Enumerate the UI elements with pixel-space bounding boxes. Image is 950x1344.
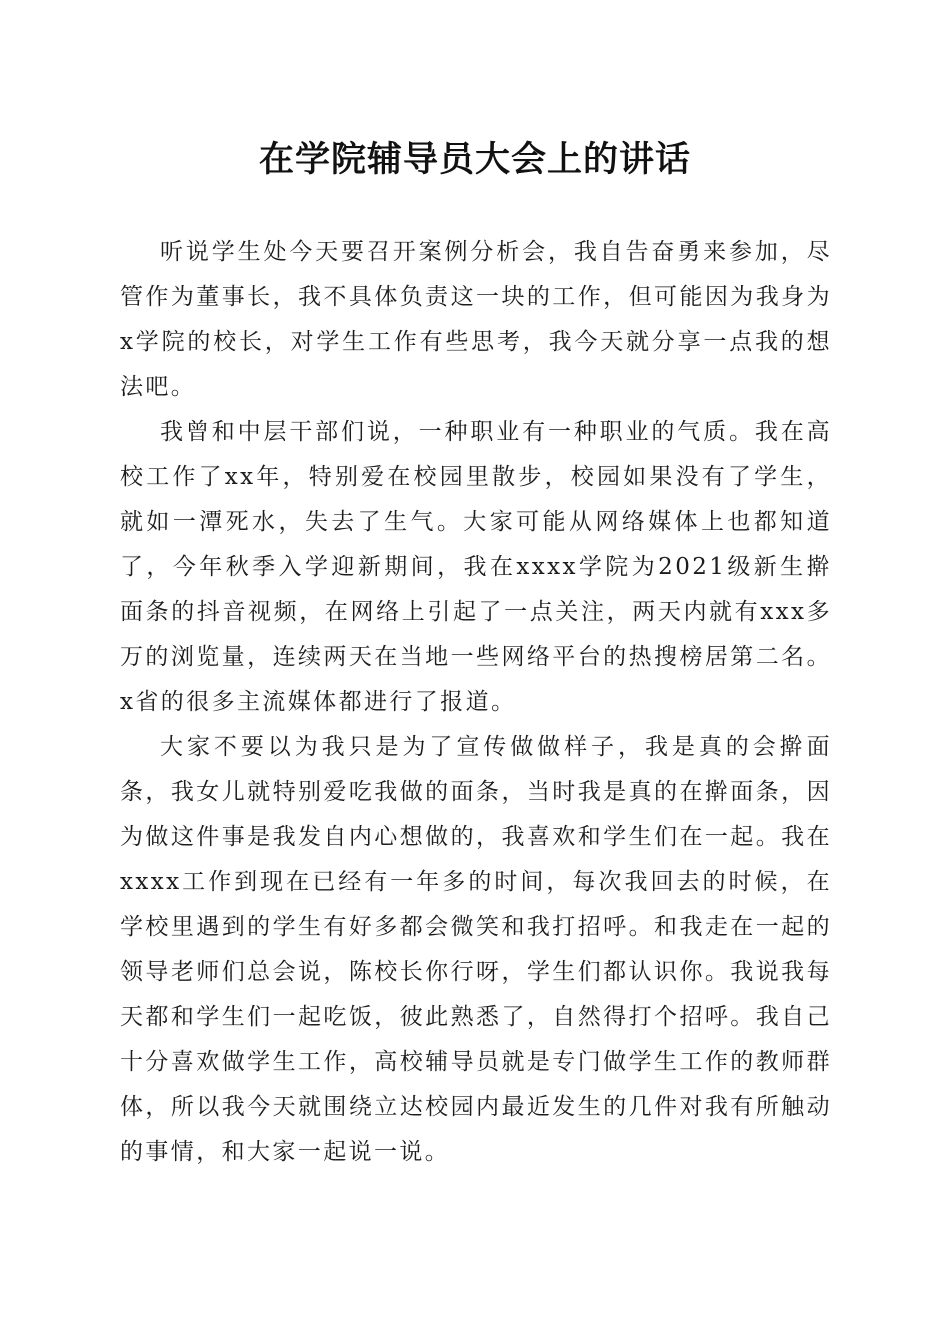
paragraph-1: 听说学生处今天要召开案例分析会，我自告奋勇来参加，尽管作为董事长，我不具体负责这一块的工作，但可能因为我身为x学院的校长，对学生工作有些思考，我今天就分享一点我的想法吧。 bbox=[120, 239, 832, 400]
paragraph-2: 我曾和中层干部们说，一种职业有一种职业的气质。我在高校工作了xx年，特别爱在校园里散步，校园如果没有了学生，就如一潭死水，失去了生气。大家可能从网络媒体上也都知道了，今年秋季入学迎新期间，我在xxxx学院为2021级新生擀面条的抖音视频，在网络上引起了一点关注，两天内就有xxx多万的浏览量，连续两天在当地一些网络平台的热搜榜居第二名。x省的很多主流媒体都进行了报道。 bbox=[120, 419, 832, 715]
paragraph-3: 大家不要以为我只是为了宣传做做样子，我是真的会擀面条，我女儿就特别爱吃我做的面条，当时我是真的在擀面条，因为做这件事是我发自内心想做的，我喜欢和学生们在一起。我在xxxx工作到现在已经有一年多的时间，每次我回去的时候，在学校里遇到的学生有好多都会微笑和我打招呼。和我走在一起的领导老师们总会说，陈校长你行呀，学生们都认识你。我说我每天都和学生们一起吃饭，彼此熟悉了，自然得打个招呼。我自己十分喜欢做学生工作，高校辅导员就是专门做学生工作的教师群体，所以我今天就围绕立达校园内最近发生的几件对我有所触动的事情，和大家一起说一说。 bbox=[120, 734, 832, 1165]
document-body bbox=[120, 230, 832, 1175]
document-title: 在学院辅导员大会上的讲话 bbox=[258, 139, 691, 180]
